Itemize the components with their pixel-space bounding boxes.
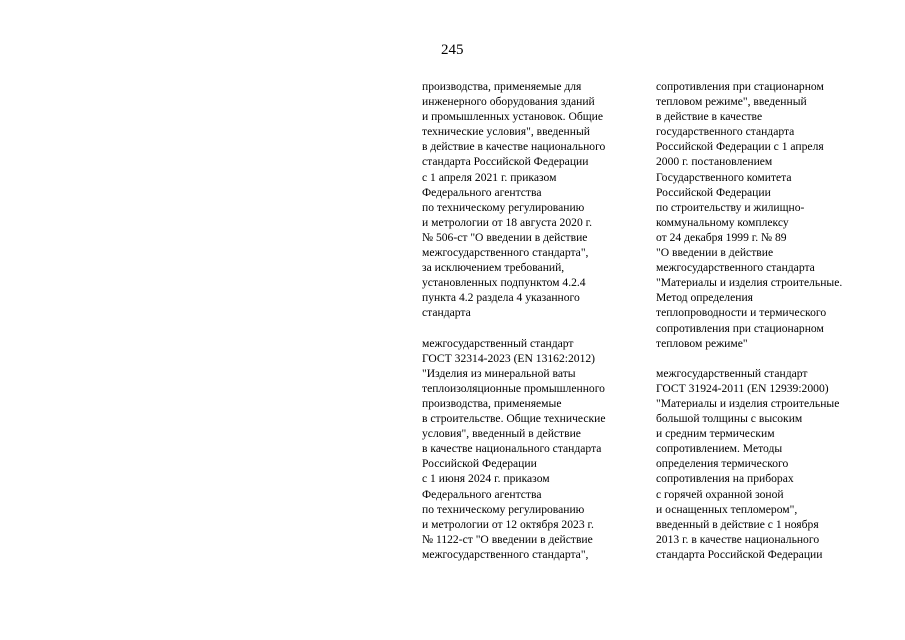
text-line: межгосударственного стандарта — [656, 261, 815, 275]
text-line: ГОСТ 31924-2011 (EN 12939:2000) — [656, 381, 829, 395]
text-line: сопротивления при стационарном — [656, 80, 824, 93]
text-line: и метрологии от 12 октября 2023 г. — [422, 517, 594, 531]
text-line: сопротивлением. Методы — [656, 442, 783, 456]
text-line: по техническому регулированию — [422, 200, 585, 214]
text-line: сопротивления на приборах — [656, 472, 794, 486]
page-number: 245 — [441, 42, 464, 58]
text-line: Метод определения — [656, 291, 753, 305]
text-line: "Материалы и изделия строительные — [656, 396, 840, 410]
text-line: производства, применяемые — [422, 396, 562, 410]
text-line: 2000 г. постановлением — [656, 155, 773, 169]
text-line: коммунальному комплексу — [656, 215, 789, 229]
text-line: № 1122-ст "О введении в действие — [422, 532, 593, 546]
text-line: Федерального агентства — [422, 185, 542, 199]
text-line: теплопроводности и термического — [656, 306, 827, 320]
text-line: Российской Федерации с 1 апреля — [656, 140, 824, 154]
text-line: Государственного комитета — [656, 170, 792, 184]
text-line: и оснащенных тепломером", — [656, 502, 798, 516]
text-line: с 1 апреля 2021 г. приказом — [422, 170, 557, 184]
left-paragraph-1 — [422, 79, 605, 321]
text-line: с горячей охранной зоной — [656, 487, 784, 501]
right-column — [656, 79, 842, 562]
text-line: определения термического — [656, 457, 789, 471]
text-line: Российской Федерации — [656, 185, 771, 199]
text-line: введенный в действие с 1 ноября — [656, 517, 819, 531]
text-line: Федерального агентства — [422, 487, 542, 501]
text-line: в действие в качестве — [656, 110, 763, 124]
text-line: "Материалы и изделия строительные. — [656, 276, 843, 290]
text-line: № 506-ст "О введении в действие — [422, 230, 588, 244]
text-line: в качестве национального стандарта — [422, 442, 602, 456]
text-line: межгосударственный стандарт — [422, 336, 574, 350]
text-line: межгосударственного стандарта", — [422, 547, 589, 561]
text-line: межгосударственного стандарта", — [422, 246, 589, 260]
right-paragraph-2 — [656, 366, 842, 562]
text-line: производства, применяемые для — [422, 80, 582, 93]
paragraph-gap — [656, 351, 842, 366]
text-line: по техническому регулированию — [422, 502, 585, 516]
text-line: в строительстве. Общие технические — [422, 412, 606, 426]
text-line: по строительству и жилищно- — [656, 200, 805, 214]
right-paragraph-1 — [656, 79, 842, 351]
text-line: большой толщины с высоким — [656, 412, 803, 426]
text-line: с 1 июня 2024 г. приказом — [422, 472, 550, 486]
text-line: и промышленных установок. Общие — [422, 110, 604, 124]
text-line: условия", введенный в действие — [422, 427, 581, 441]
text-line: "Изделия из минеральной ваты — [422, 366, 576, 380]
text-line: инженерного оборудования зданий — [422, 95, 595, 109]
text-line: от 24 декабря 1999 г. № 89 — [656, 230, 787, 244]
text-line: межгосударственный стандарт — [656, 366, 808, 380]
text-line: стандарта Российской Федерации — [422, 155, 589, 169]
text-line: стандарта Российской Федерации — [656, 547, 823, 561]
text-line: 2013 г. в качестве национального — [656, 532, 820, 546]
text-line: стандарта — [422, 306, 471, 320]
left-column — [422, 79, 605, 562]
text-line: "О введении в действие — [656, 246, 774, 260]
text-line: пункта 4.2 раздела 4 указанного — [422, 291, 580, 305]
text-line: Российской Федерации — [422, 457, 537, 471]
text-line: государственного стандарта — [656, 125, 795, 139]
paragraph-gap — [422, 321, 605, 336]
text-line: ГОСТ 32314-2023 (EN 13162:2012) — [422, 351, 596, 365]
text-line: и средним термическим — [656, 427, 775, 441]
left-paragraph-2 — [422, 336, 605, 562]
text-line: установленных подпунктом 4.2.4 — [422, 276, 586, 290]
text-line: в действие в качестве национального — [422, 140, 606, 154]
text-line: и метрологии от 18 августа 2020 г. — [422, 215, 592, 229]
text-line: теплоизоляционные промышленного — [422, 381, 605, 395]
text-line: тепловом режиме" — [656, 336, 748, 350]
text-line: сопротивления при стационарном — [656, 321, 824, 335]
text-line: за исключением требований, — [422, 261, 565, 275]
text-line: технические условия", введенный — [422, 125, 590, 139]
text-line: тепловом режиме", введенный — [656, 95, 807, 109]
